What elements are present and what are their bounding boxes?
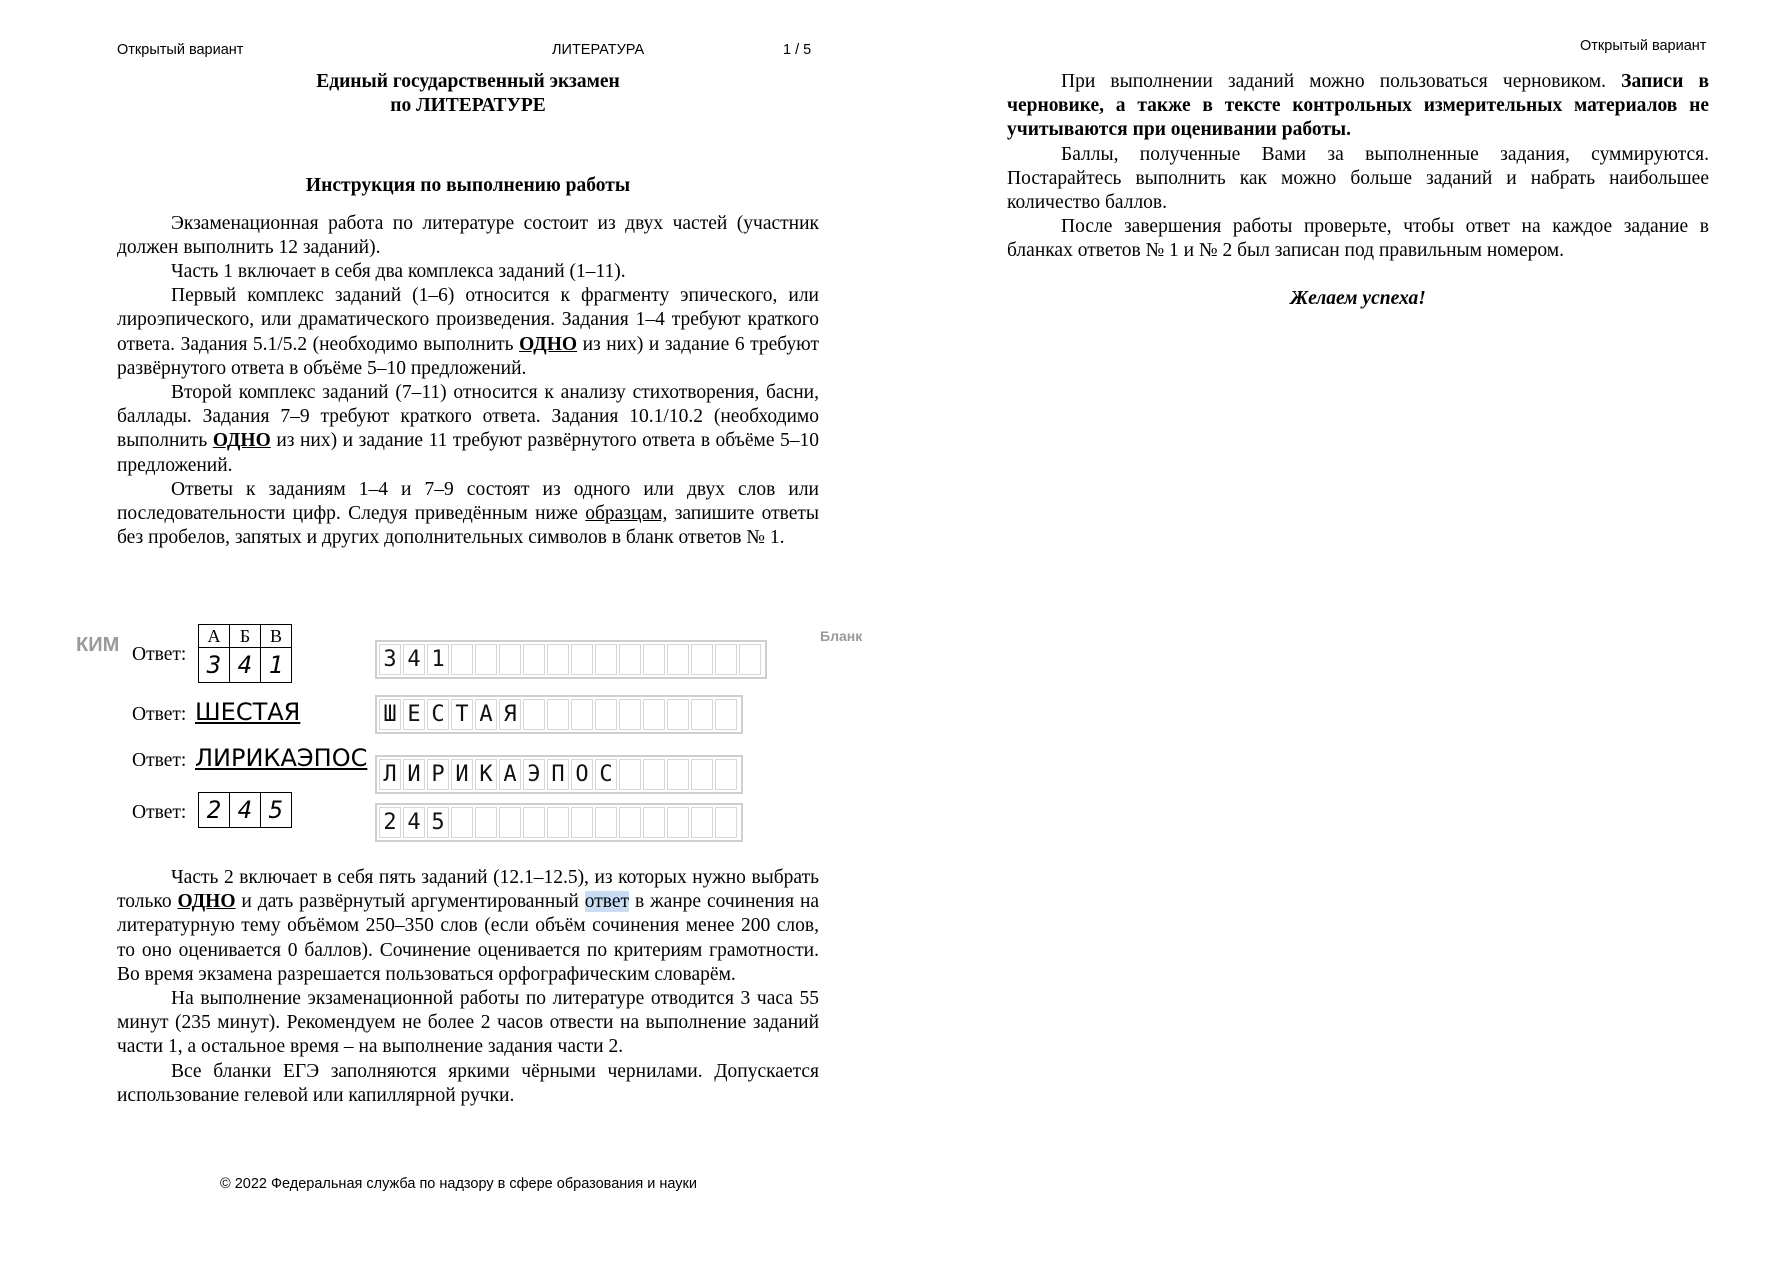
blank-cell: [715, 644, 737, 675]
right-paragraph-1: При выполнении заданий можно пользоваться черновиком. Записи в черновике, а также в тексте контрольных измерительных материалов не учитываются при оценивании работы.: [1007, 71, 1709, 141]
highlighted-word: ответ: [584, 891, 630, 913]
blank-row-1: [375, 640, 767, 679]
blank-cell: [643, 699, 665, 730]
good-luck-wish: Желаем успеха!: [1290, 287, 1426, 309]
blank-cell: [619, 807, 641, 838]
kim-label: КИМ: [76, 634, 120, 656]
blank-cell: [715, 807, 737, 838]
blank-cell: [451, 807, 473, 838]
digit-value: 5: [261, 793, 292, 828]
blank-row-3: [375, 755, 743, 794]
blank-cell: [523, 699, 545, 730]
blank-cell: [715, 759, 737, 790]
blank-cell: [547, 644, 569, 675]
digits-table: [198, 792, 292, 828]
digit-value: 4: [230, 793, 261, 828]
blank-cell: [619, 699, 641, 730]
blank-cell: [475, 644, 497, 675]
exam-title: Единый государственный экзамен: [316, 71, 620, 92]
blank-cell: Э: [523, 759, 545, 790]
blank-cell: [667, 759, 689, 790]
blank-cell: 4: [403, 807, 425, 838]
blank-cell: [643, 759, 665, 790]
answer-label-2: Ответ:: [132, 704, 187, 725]
right-paragraph-3: После завершения работы проверьте, чтобы ответ на каждое задание в бланках ответов № 1 и № 2 был записан под правильным номером.: [1007, 216, 1709, 262]
blank-cell: Е: [403, 699, 425, 730]
blank-cell: [667, 807, 689, 838]
blank-cell: А: [499, 759, 521, 790]
digit-value: 2: [199, 793, 230, 828]
blank-cell: 3: [379, 644, 401, 675]
instruction-heading: Инструкция по выполнению работы: [305, 175, 631, 197]
left-page-top: [117, 70, 819, 550]
copyright-footer: © 2022 Федеральная служба по надзору в сфере образования и науки: [220, 1176, 697, 1192]
blank-cell: [715, 699, 737, 730]
blank-cell: [523, 644, 545, 675]
blank-cell: С: [427, 699, 449, 730]
blank-cell: [595, 644, 617, 675]
variant-label-left: Открытый вариант: [117, 42, 244, 58]
blank-cell: [691, 759, 713, 790]
blank-cell: [739, 644, 761, 675]
answer-label-1: Ответ:: [132, 644, 187, 665]
blank-cell: [691, 699, 713, 730]
blank-cell: [547, 807, 569, 838]
blank-cell: 4: [403, 644, 425, 675]
blank-cell: [643, 644, 665, 675]
blank-cell: К: [475, 759, 497, 790]
blank-cell: [691, 807, 713, 838]
paragraph-5: Ответы к заданиям 1–4 и 7–9 состоят из одного или двух слов или последовательности цифр. Следуя приведённым ниже образцам, запишите ответы без пробелов, запятых и других дополнительных символов в бланк ответов № 1.: [117, 478, 820, 549]
blank-cell: Р: [427, 759, 449, 790]
paragraph-2: Часть 1 включает в себя два комплекса заданий (1–11).: [171, 261, 626, 283]
abv-header: Б: [230, 625, 261, 648]
blank-cell: Т: [451, 699, 473, 730]
paragraph-1: Экзаменационная работа по литературе состоит из двух частей (участник должен выполнить 12 заданий).: [117, 212, 819, 258]
blank-cell: [619, 644, 641, 675]
blank-cell: [667, 699, 689, 730]
paragraph-8: Все бланки ЕГЭ заполняются яркими чёрными чернилами. Допускается использование гелевой или капиллярной ручки.: [117, 1060, 819, 1106]
blank-cell: А: [475, 699, 497, 730]
blank-cell: [619, 759, 641, 790]
blank-cell: [643, 807, 665, 838]
blank-cell: Л: [379, 759, 401, 790]
exam-subject-title: по ЛИТЕРАТУРЕ: [390, 95, 546, 117]
blank-cell: 5: [427, 807, 449, 838]
sample-answers: [70, 620, 870, 850]
blank-cell: [571, 699, 593, 730]
blank-cell: [667, 644, 689, 675]
abv-header: А: [199, 625, 230, 648]
handwritten-word-2: ЛИРИКАЭПОС: [195, 744, 368, 772]
blank-cell: 1: [427, 644, 449, 675]
subject-label: ЛИТЕРАТУРА: [552, 42, 645, 58]
blank-cell: Я: [499, 699, 521, 730]
blank-cell: И: [403, 759, 425, 790]
blank-cell: [595, 699, 617, 730]
page-number: 1 / 5: [783, 42, 812, 58]
abv-value: 4: [230, 648, 261, 683]
blank-cell: [547, 699, 569, 730]
blank-cell: [499, 644, 521, 675]
blank-cell: [571, 644, 593, 675]
blank-label: Бланк: [820, 628, 863, 644]
abv-value: 1: [261, 648, 292, 683]
blank-cell: [691, 644, 713, 675]
blank-row-2: [375, 695, 743, 734]
blank-cell: [595, 807, 617, 838]
blank-cell: [475, 807, 497, 838]
variant-label-right: Открытый вариант: [1580, 38, 1707, 54]
blank-cell: 2: [379, 807, 401, 838]
right-page: [1007, 70, 1709, 311]
answer-label-3: Ответ:: [132, 750, 187, 771]
blank-cell: И: [451, 759, 473, 790]
blank-cell: Ш: [379, 699, 401, 730]
abv-value: 3: [199, 648, 230, 683]
paragraph-4: Второй комплекс заданий (7–11) относится к анализу стихотворения, басни, баллады. Задания 7–9 требуют краткого ответа. Задания 10.1/10.2 (необходимо выполнить ОДНО из них) и задание 11 требуют развёрнутого ответа в объёме 5–10 предложений.: [117, 382, 820, 476]
blank-cell: [523, 807, 545, 838]
blank-cell: [451, 644, 473, 675]
right-paragraph-2: Баллы, полученные Вами за выполненные задания, суммируются. Постарайтесь выполнить как можно больше заданий и набрать наибольшее количество баллов.: [1007, 143, 1709, 214]
blank-cell: С: [595, 759, 617, 790]
blank-cell: [499, 807, 521, 838]
abv-table: [198, 624, 292, 683]
handwritten-word-1: ШЕСТАЯ: [195, 698, 301, 726]
abv-header: В: [261, 625, 292, 648]
blank-row-4: [375, 803, 743, 842]
blank-cell: П: [547, 759, 569, 790]
answer-label-4: Ответ:: [132, 802, 187, 823]
paragraph-6: Часть 2 включает в себя пять заданий (12.1–12.5), из которых нужно выбрать только ОДНО и дать развёрнутый аргументированный ответ в жанре сочинения на литературную тему объёмом 250–350 слов (если объём сочинения менее 200 слов, то оно оценивается 0 баллов). Сочинение оценивается по критериям грамотности. Во время экзамена разрешается пользоваться орфографическим словарём.: [117, 867, 820, 985]
paragraph-3: Первый комплекс заданий (1–6) относится к фрагменту эпического, или лироэпического, или драматического произведения. Задания 1–4 требуют краткого ответа. Задания 5.1/5.2 (необходимо выполнить ОДНО из них) и задание 6 требуют развёрнутого ответа в объёме 5–10 предложений.: [117, 285, 820, 379]
paragraph-7: На выполнение экзаменационной работы по литературе отводится 3 часа 55 минут (235 минут). Рекомендуем не более 2 часов отвести на выполнение заданий части 1, а остальное время – на выполнение задания части 2.: [117, 988, 819, 1058]
left-page-bottom: [117, 866, 819, 1108]
blank-cell: [571, 807, 593, 838]
blank-cell: О: [571, 759, 593, 790]
